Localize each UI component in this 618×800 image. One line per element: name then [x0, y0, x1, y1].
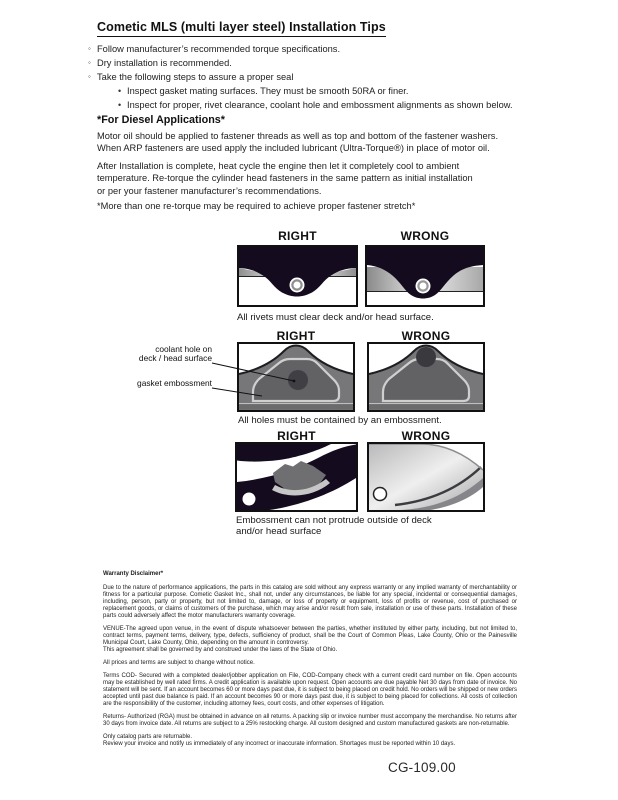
retorque-note: *More than one re-torque may be required to achieve proper fastener stretch* — [97, 201, 416, 211]
circle-bullet-icon: ◦ — [88, 58, 91, 67]
label-line: coolant hole on — [155, 344, 212, 354]
wrong-label: WRONG — [401, 329, 451, 343]
warranty-disclaimer-heading: Warranty Disclaimer* — [103, 571, 164, 577]
page-title: Cometic MLS (multi layer steel) Installation Tips — [97, 20, 386, 37]
list-item — [88, 70, 518, 84]
list-item — [88, 56, 518, 70]
protrusion-right-image — [235, 442, 358, 512]
list-item-text: Inspect for proper, rivet clearance, coolant hole and embossment alignments as shown below. — [127, 100, 513, 110]
paragraph-line: temperature. Re-torque the cylinder head fasteners in the same pattern as initial installation — [97, 173, 473, 184]
right-label: RIGHT — [277, 429, 316, 443]
label-line: deck / head surface — [138, 353, 212, 364]
circle-bullet-icon: ◦ — [88, 44, 91, 53]
warranty-paragraph: Due to the nature of performance applications, the parts in this catalog are sold without any express warranty or any implied warranty of merchantability or fitness for a particular purpose. Cometic Gasket Inc., shall not, under any circumstances, be liable for any special, incidental or consequential damages, including, person, party or property, but not limited to, damage, or loss of property or equipment, loss of profits or revenue, cost of purchased or replacement goods, or claims of customers of the purchase, which may arise and/or result from sale, installation or use of these parts. Installation of these parts could adversely affect the motor manufacturers warranty coverage. — [103, 585, 517, 619]
embossment-caption: All holes must be contained by an embossment. — [238, 415, 442, 426]
list-item-text: Take the following steps to assure a proper seal — [97, 72, 294, 82]
returns-paragraph: Returns- Authorized (RGA) must be obtained in advance on all returns. A packing slip or invoice number must accompany the merchandise. No returns after 30 days from invoice date. All returns are subject to a 25% restocking charge. All custom designed and custom manufactured gaskets are non-returnable. — [103, 714, 517, 727]
catalog-page-number: CG-109.00 — [388, 760, 456, 775]
gasket-embossment-label: gasket embossment — [137, 378, 212, 388]
rivet-clearance-wrong-image — [365, 245, 485, 307]
list-item — [118, 84, 518, 98]
terms-cod-paragraph: Terms COD- Secured with a completed dealer/jobber application on File, COD-Company check with a current credit card number on file. Open accounts may be established by well rated firms. A credit application is available upon request. Open accounts are due payable Net 30 days from date of invoice. No statement will be sent. If an account becomes 60 or more days past due, it is subject to being placed on credit hold. No orders will be shipped or new orders accepted until past due balance is paid. If an account becomes 90 or more days past due, it is subject to being placed for collections. All costs of collection are the responsibility of the customer, including attorney fees, court costs, and other expenses of litigation. — [103, 673, 517, 707]
prices-line: All prices and terms are subject to change without notice. — [103, 660, 255, 666]
wrong-label: WRONG — [400, 229, 450, 243]
review-invoice-line: Review your invoice and notify us immediately of any incorrect or inaccurate information. Shortages must be reported within 10 days. — [103, 741, 456, 747]
list-item-text: Follow manufacturer’s recommended torque specifications. — [97, 44, 341, 54]
right-label: RIGHT — [278, 229, 317, 243]
diesel-section-heading: *For Diesel Applications* — [97, 114, 225, 126]
pointer-lines — [115, 340, 395, 425]
legal-fine-print — [103, 571, 517, 748]
paragraph-line: Motor oil should be applied to fastener threads as well as top and bottom of the fastener washers. — [97, 131, 499, 141]
list-item — [118, 98, 518, 112]
diesel-paragraph-2 — [97, 160, 509, 197]
rivet-caption: All rivets must clear deck and/or head surface. — [237, 312, 434, 323]
right-label: RIGHT — [276, 329, 316, 343]
protrusion-caption — [236, 515, 466, 537]
only-catalog-line: Only catalog parts are returnable. — [103, 734, 193, 740]
venue-paragraph: VENUE-The agreed upon venue, in the event of dispute whatsoever between the parties, whether instituted by either party, including, but not limited to, contract terms, payment terms, delivery, type, defects, sufficiency of product, shall be the Court of Common Pleas, Lake County, Ohio or the Painesville Municipal Court, Lake County, Ohio, depending on the amount in controversy. — [103, 626, 517, 646]
dot-bullet-icon: • — [118, 86, 122, 96]
installation-tips-list — [88, 42, 518, 112]
list-item — [88, 42, 518, 56]
venue-law-line: This agreement shall be governed by and construed under the laws of the State of Ohio. — [103, 647, 338, 653]
list-item-text: Inspect gasket mating surfaces. They must be smooth 50RA or finer. — [127, 86, 409, 96]
paragraph-line: or per your fastener manufacturer’s recommendations. — [97, 185, 322, 196]
protrusion-wrong-image — [367, 442, 485, 512]
caption-line: and/or head surface — [236, 526, 322, 537]
dot-bullet-icon: • — [118, 100, 122, 110]
list-item-text: Dry installation is recommended. — [97, 58, 232, 68]
paragraph-line: When ARP fasteners are used apply the included lubricant (Ultra-Torque®) in place of motor oil. — [97, 143, 490, 154]
diesel-paragraph-1 — [97, 130, 509, 155]
circle-bullet-icon: ◦ — [88, 72, 91, 81]
rivet-clearance-right-image — [237, 245, 358, 307]
wrong-label: WRONG — [401, 429, 451, 443]
caption-line: Embossment can not protrude outside of deck — [236, 515, 432, 526]
paragraph-line: After Installation is complete, heat cycle the engine then let it completely cool to ambient — [97, 161, 460, 171]
